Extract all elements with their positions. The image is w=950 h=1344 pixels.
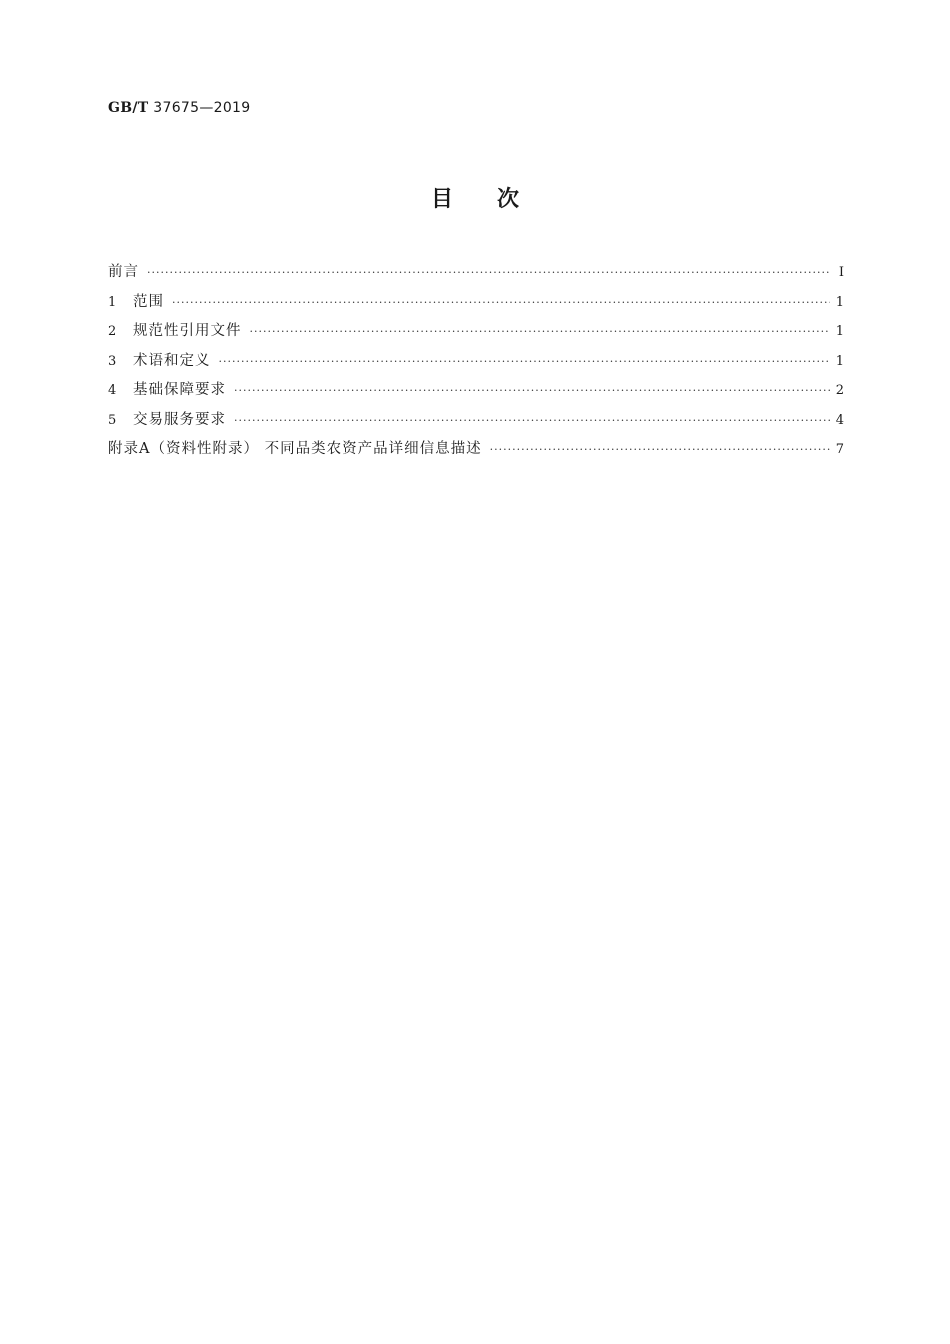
standard-number: 37675—2019 [153, 100, 251, 116]
page-title: 目次 [430, 187, 563, 212]
standard-code [108, 100, 250, 116]
toc-leader-dots [250, 325, 830, 338]
toc-entry-normative-references[interactable] [108, 319, 844, 349]
toc-entry-foreword[interactable] [108, 260, 844, 290]
toc-leader-dots [147, 266, 830, 279]
toc-leader-dots [234, 414, 830, 427]
toc-entry-label: 附录A（资料性附录） 不同品类农资产品详细信息描述 [108, 441, 482, 457]
toc-entry-number: 3 [108, 353, 117, 369]
toc-page-number: 4 [835, 412, 844, 428]
toc-entry-scope[interactable] [108, 290, 844, 320]
table-of-contents [108, 260, 844, 467]
toc-leader-dots [234, 384, 830, 397]
toc-leader-dots [490, 443, 830, 456]
toc-entry-label: 基础保障要求 [133, 382, 226, 398]
toc-entry-number: 4 [108, 383, 117, 398]
toc-leader-dots [172, 296, 830, 309]
toc-page-number: 1 [835, 324, 844, 339]
toc-entry-label: 交易服务要求 [133, 411, 226, 428]
standard-prefix: GB/T [108, 100, 149, 116]
toc-page-number: 1 [835, 294, 844, 310]
toc-entry-terms-definitions[interactable] [108, 349, 844, 379]
toc-entry-label: 前言 [108, 264, 139, 280]
toc-entry-label: 术语和定义 [133, 352, 211, 369]
toc-page-number: 1 [835, 353, 844, 369]
toc-entry-annex-a[interactable] [108, 437, 844, 467]
toc-page-number: 7 [835, 442, 844, 457]
toc-entry-basic-requirements[interactable] [108, 378, 844, 408]
toc-leader-dots [219, 355, 830, 368]
toc-entry-label: 范围 [133, 293, 164, 310]
toc-entry-label: 规范性引用文件 [133, 323, 242, 339]
toc-page-number: I [838, 265, 844, 280]
toc-entry-number: 1 [108, 294, 117, 310]
toc-entry-trade-service-requirements[interactable] [108, 408, 844, 438]
toc-page-number: 2 [835, 383, 844, 398]
toc-entry-number: 5 [108, 412, 117, 428]
toc-entry-number: 2 [108, 324, 117, 339]
